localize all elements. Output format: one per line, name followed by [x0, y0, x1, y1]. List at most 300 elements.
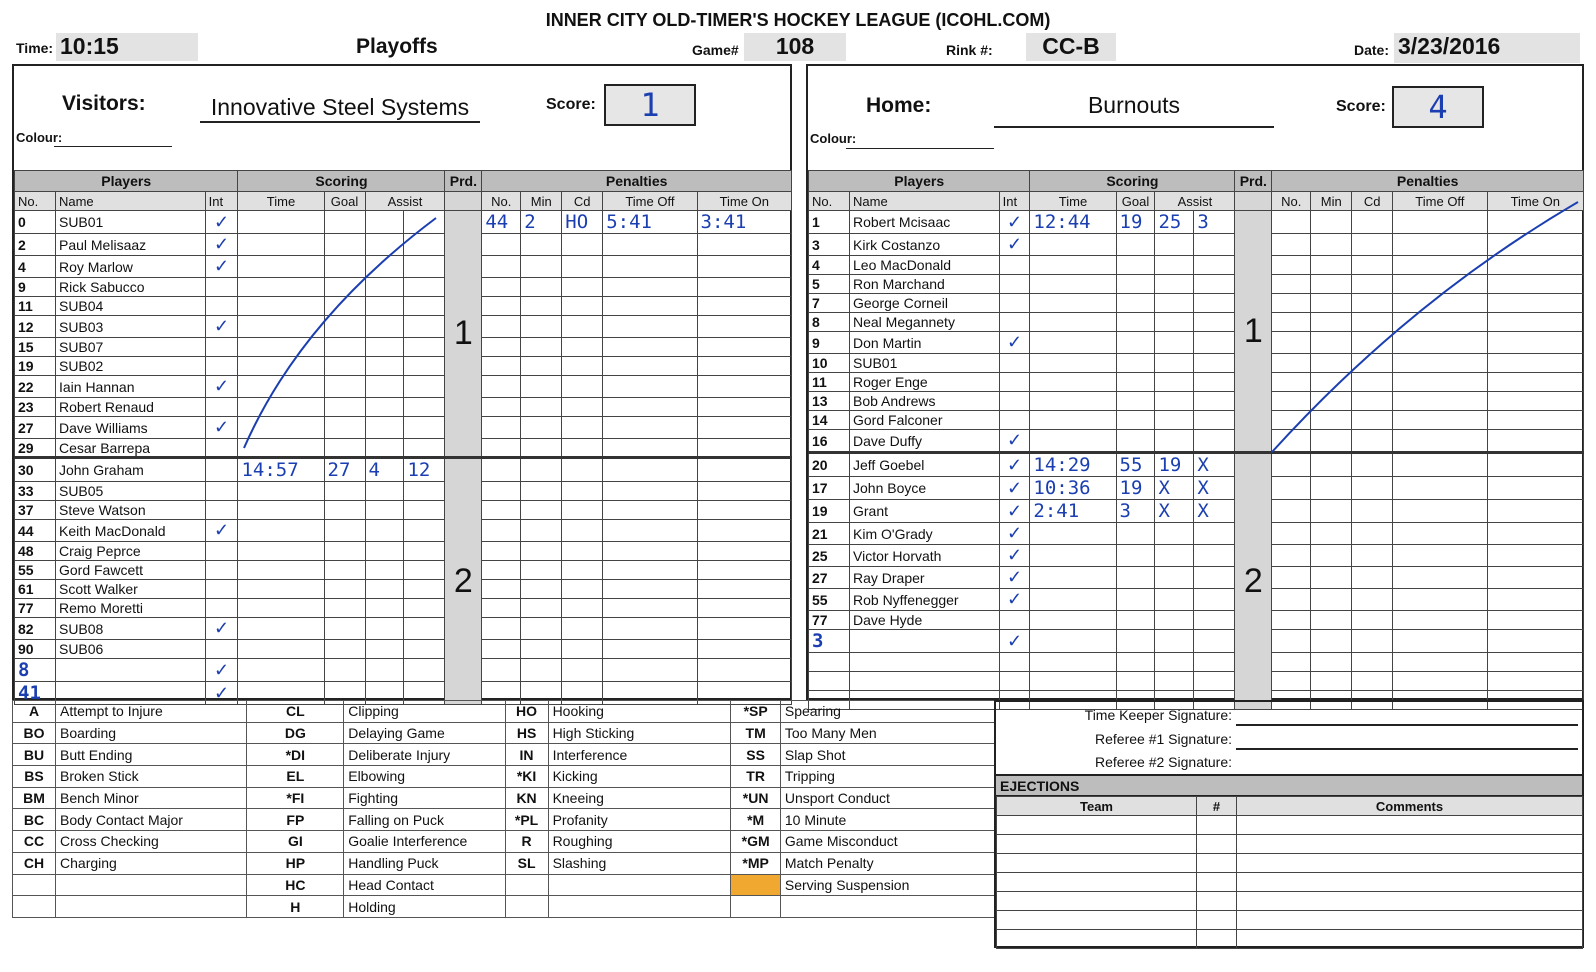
player-name: George Corneil: [850, 294, 1000, 313]
player-name: Roy Marlow: [55, 256, 205, 278]
penalty-description: Slashing: [548, 852, 731, 874]
scoring-time: 12:44: [1030, 211, 1116, 234]
player-name: SUB01: [850, 354, 1000, 373]
ejections-comments-header: Comments: [1237, 797, 1583, 816]
game-type: Playoffs: [356, 35, 438, 58]
player-name: SUB01: [55, 211, 205, 234]
scoring-assist1: 19: [1155, 453, 1194, 477]
ejection-cell: [1197, 835, 1237, 854]
time-on-col: Time On: [697, 192, 791, 211]
players-header: Players: [15, 171, 238, 192]
int-check: ✓: [999, 567, 1030, 589]
scoring-assist2: 3: [1194, 211, 1235, 234]
penalty-description: Cross Checking: [56, 831, 247, 853]
ejection-cell: [1197, 816, 1237, 835]
penalty-code: IN: [505, 744, 548, 766]
penalty-code: *PL: [505, 809, 548, 831]
penalty-description: Unsport Conduct: [780, 787, 995, 809]
penalty-description: High Sticking: [548, 722, 731, 744]
player-name: Dave Duffy: [850, 430, 1000, 453]
home-label: Home:: [866, 94, 932, 117]
penalty-code: GI: [247, 831, 344, 853]
penalty-code: *M: [731, 809, 780, 831]
player-name: SUB04: [55, 297, 205, 316]
visitors-colour-label: Colour:: [16, 130, 63, 145]
pen-no-col: No.: [482, 192, 521, 211]
penalty-code: TR: [731, 766, 780, 788]
player-number: 22: [15, 376, 56, 398]
int-col: Int: [999, 192, 1030, 211]
player-name: Gord Fawcett: [55, 561, 205, 580]
penalties-header: Penalties: [482, 171, 792, 192]
penalty-code: BM: [13, 787, 56, 809]
int-check: ✓: [999, 500, 1030, 523]
player-number: 12: [15, 316, 56, 338]
period-label: 1: [1235, 211, 1272, 453]
player-number: 90: [15, 640, 56, 659]
int-check: ✓: [999, 453, 1030, 477]
player-number: 7: [809, 294, 850, 313]
penalty-description: 10 Minute: [780, 809, 995, 831]
int-check: ✓: [205, 234, 238, 256]
scoring-goal: 27: [324, 458, 365, 482]
ejections-title: EJECTIONS: [996, 774, 1582, 796]
int-check: ✓: [999, 545, 1030, 567]
player-number: 41: [15, 682, 56, 705]
goal-col: Goal: [324, 192, 365, 211]
date-value: 3/23/2016: [1394, 33, 1580, 63]
player-number: 10: [809, 354, 850, 373]
penalty-code: EL: [247, 766, 344, 788]
int-check: ✓: [205, 618, 238, 640]
player-number: 44: [15, 520, 56, 542]
league-title: INNER CITY OLD-TIMER'S HOCKEY LEAGUE (ICOHL.COM): [545, 10, 1051, 30]
penalty-code: *DI: [247, 744, 344, 766]
scoring-goal: 19: [1116, 477, 1155, 500]
player-name: Dave Williams: [55, 417, 205, 439]
player-name: SUB06: [55, 640, 205, 659]
penalty-description: Tripping: [780, 766, 995, 788]
penalty-code: CC: [13, 831, 56, 853]
player-number: 55: [809, 589, 850, 611]
player-name: SUB03: [55, 316, 205, 338]
prd-header: Prd.: [1235, 171, 1272, 192]
assist-col: Assist: [1155, 192, 1235, 211]
home-period1-strike: [1272, 202, 1578, 452]
penalty-description: Goalie Interference: [344, 831, 505, 853]
penalty-description: Fighting: [344, 787, 505, 809]
player-name: Rick Sabucco: [55, 278, 205, 297]
no-col: No.: [15, 192, 56, 211]
int-check: ✓: [999, 589, 1030, 611]
period-label: 1: [445, 211, 482, 458]
player-name: Grant: [850, 500, 1000, 523]
goal-col: Goal: [1116, 192, 1155, 211]
player-number: 15: [15, 338, 56, 357]
player-number: 3: [809, 630, 850, 653]
player-name: SUB05: [55, 482, 205, 501]
penalty-code: BO: [13, 722, 56, 744]
int-check: ✓: [205, 659, 238, 682]
int-check: ✓: [999, 430, 1030, 453]
penalty-time-on: 3:41: [697, 211, 791, 234]
penalty-code: FP: [247, 809, 344, 831]
scoring-time: 2:41: [1030, 500, 1116, 523]
int-check: ✓: [205, 520, 238, 542]
player-name: Ray Draper: [850, 567, 1000, 589]
penalty-time-off: 5:41: [603, 211, 697, 234]
penalty-description: Game Misconduct: [780, 831, 995, 853]
player-number: 27: [809, 567, 850, 589]
time-col: Time: [1030, 192, 1116, 211]
player-name: Gord Falconer: [850, 411, 1000, 430]
ejection-row[interactable]: [997, 854, 1583, 873]
penalty-code: CL: [247, 701, 344, 723]
period-label: 2: [445, 458, 482, 705]
time-label: Time:: [16, 40, 54, 56]
ejection-cell: [1197, 930, 1237, 949]
int-col: Int: [205, 192, 238, 211]
player-name: Robert Renaud: [55, 398, 205, 417]
penalty-code: HP: [247, 852, 344, 874]
player-name: Keith MacDonald: [55, 520, 205, 542]
int-check: ✓: [999, 523, 1030, 545]
penalty-description: [780, 896, 995, 918]
player-name: Scott Walker: [55, 580, 205, 599]
ejection-row[interactable]: [997, 930, 1583, 949]
int-check: ✓: [999, 234, 1030, 256]
ejection-cell: [1237, 892, 1583, 911]
referee1-label: Referee #1 Signature:: [1095, 731, 1232, 747]
scoring-goal: 55: [1116, 453, 1155, 477]
player-number: 55: [15, 561, 56, 580]
players-header: Players: [809, 171, 1030, 192]
int-check: ✓: [205, 316, 238, 338]
player-name: Leo MacDonald: [850, 256, 1000, 275]
penalty-code: *UN: [731, 787, 780, 809]
penalty-code: HS: [505, 722, 548, 744]
penalty-description: Boarding: [56, 722, 247, 744]
penalty-description: Charging: [56, 852, 247, 874]
ejection-row[interactable]: [997, 835, 1583, 854]
rink-value: CC-B: [1026, 33, 1116, 61]
player-number: 19: [15, 357, 56, 376]
time-on-col: Time On: [1487, 192, 1583, 211]
scoring-assist1: 25: [1155, 211, 1194, 234]
scoring-assist2: X: [1194, 477, 1235, 500]
penalty-code: *MP: [731, 852, 780, 874]
ejection-cell: [997, 930, 1197, 949]
home-score-label: Score:: [1336, 98, 1386, 115]
player-name: Dave Hyde: [850, 611, 1000, 630]
penalty-code: R: [505, 831, 548, 853]
penalty-code: CH: [13, 852, 56, 874]
pen-no-col: No.: [1272, 192, 1311, 211]
scoring-assist2: X: [1194, 453, 1235, 477]
ejection-cell: [997, 892, 1197, 911]
penalty-description: [56, 874, 247, 896]
scoring-goal: 19: [1116, 211, 1155, 234]
penalty-code: [505, 896, 548, 918]
penalty-code: KN: [505, 787, 548, 809]
ejection-cell: [1237, 854, 1583, 873]
player-name: SUB08: [55, 618, 205, 640]
int-check: ✓: [205, 376, 238, 398]
penalty-description: Bench Minor: [56, 787, 247, 809]
player-name: Cesar Barrepa: [55, 439, 205, 458]
player-name: John Boyce: [850, 477, 1000, 500]
penalty-codes-table: [12, 700, 996, 918]
player-number: 37: [15, 501, 56, 520]
assist-col: Assist: [365, 192, 445, 211]
penalty-description: Kicking: [548, 766, 731, 788]
scoring-goal: 3: [1116, 500, 1155, 523]
player-name: Remo Moretti: [55, 599, 205, 618]
penalty-description: [56, 896, 247, 918]
ejection-cell: [1237, 930, 1583, 949]
player-number: 16: [809, 430, 850, 453]
name-col: Name: [850, 192, 1000, 211]
penalty-description: Hooking: [548, 701, 731, 723]
int-check: ✓: [999, 630, 1030, 653]
ejection-cell: [1237, 873, 1583, 892]
penalty-no: 44: [482, 211, 521, 234]
penalties-header: Penalties: [1272, 171, 1584, 192]
penalty-code: DG: [247, 722, 344, 744]
player-number: 48: [15, 542, 56, 561]
player-name: Victor Horvath: [850, 545, 1000, 567]
ejection-cell: [997, 835, 1197, 854]
player-number: 1: [809, 211, 850, 234]
player-number: 0: [15, 211, 56, 234]
date-label: Date:: [1354, 42, 1390, 58]
player-number: 8: [15, 659, 56, 682]
penalty-code: SS: [731, 744, 780, 766]
referee2-label: Referee #2 Signature:: [1095, 754, 1232, 770]
ejection-cell: [1197, 854, 1237, 873]
penalty-code: [13, 874, 56, 896]
penalty-code: [731, 896, 780, 918]
ejection-row[interactable]: [997, 873, 1583, 892]
penalty-description: Spearing: [780, 701, 995, 723]
penalty-code: [505, 874, 548, 896]
player-number: 4: [15, 256, 56, 278]
int-check: ✓: [205, 211, 238, 234]
penalty-code: BS: [13, 766, 56, 788]
ejection-row[interactable]: [997, 911, 1583, 930]
time-col: Time: [238, 192, 324, 211]
visitors-label: Visitors:: [62, 92, 146, 115]
player-number: 25: [809, 545, 850, 567]
player-number: 4: [809, 256, 850, 275]
penalty-cd: HO: [562, 211, 603, 234]
no-col: No.: [809, 192, 850, 211]
penalty-description: Serving Suspension: [780, 874, 995, 896]
penalty-description: Profanity: [548, 809, 731, 831]
penalty-description: Interference: [548, 744, 731, 766]
penalty-description: Deliberate Injury: [344, 744, 505, 766]
player-name: Ron Marchand: [850, 275, 1000, 294]
scoring-assist1: X: [1155, 500, 1194, 523]
time-value: 10:15: [56, 33, 198, 61]
penalty-description: Kneeing: [548, 787, 731, 809]
player-number: 11: [809, 373, 850, 392]
name-col: Name: [55, 192, 205, 211]
game-label: Game#: [692, 42, 739, 58]
penalty-description: Broken Stick: [56, 766, 247, 788]
player-number: 2: [15, 234, 56, 256]
penalty-code: BC: [13, 809, 56, 831]
ejections-team-header: Team: [997, 797, 1197, 816]
scoring-header: Scoring: [1030, 171, 1235, 192]
player-number: 14: [809, 411, 850, 430]
time-keeper-signature[interactable]: [1236, 724, 1578, 726]
penalty-code: *GM: [731, 831, 780, 853]
ejection-cell: [1197, 892, 1237, 911]
player-number: 77: [809, 611, 850, 630]
penalty-code: [731, 874, 780, 896]
ejection-cell: [997, 911, 1197, 930]
penalty-code: SL: [505, 852, 548, 874]
player-number: 9: [809, 332, 850, 354]
int-check: ✓: [205, 682, 238, 705]
player-number: 20: [809, 453, 850, 477]
player-number: 82: [15, 618, 56, 640]
scoring-assist1: X: [1155, 477, 1194, 500]
ejections-num-header: #: [1197, 797, 1237, 816]
ejection-cell: [1197, 873, 1237, 892]
penalty-code: *FI: [247, 787, 344, 809]
player-name: Paul Melisaaz: [55, 234, 205, 256]
penalty-description: Falling on Puck: [344, 809, 505, 831]
penalty-code: HO: [505, 701, 548, 723]
ejection-row[interactable]: [997, 816, 1583, 835]
cd-col: Cd: [1352, 192, 1393, 211]
ejection-cell: [1237, 835, 1583, 854]
cd-col: Cd: [562, 192, 603, 211]
player-number: 5: [809, 275, 850, 294]
scoring-assist1: 4: [365, 458, 404, 482]
penalty-description: Handling Puck: [344, 852, 505, 874]
penalty-description: Slap Shot: [780, 744, 995, 766]
player-name: Craig Peprce: [55, 542, 205, 561]
player-name: John Graham: [55, 458, 205, 482]
visitors-period1-strike: [244, 218, 436, 448]
player-number: 3: [809, 234, 850, 256]
player-number: 21: [809, 523, 850, 545]
penalty-description: Holding: [344, 896, 505, 918]
home-team: Burnouts: [994, 92, 1274, 128]
visitors-score: 1: [604, 84, 696, 126]
time-off-col: Time Off: [603, 192, 697, 211]
player-number: 9: [15, 278, 56, 297]
referee1-signature[interactable]: [1236, 748, 1578, 750]
penalty-description: Clipping: [344, 701, 505, 723]
penalty-description: Elbowing: [344, 766, 505, 788]
home-colour-label: Colour:: [810, 131, 857, 146]
penalty-description: [548, 874, 731, 896]
min-col: Min: [1311, 192, 1352, 211]
player-name: Roger Enge: [850, 373, 1000, 392]
penalty-description: Body Contact Major: [56, 809, 247, 831]
ejection-cell: [1237, 816, 1583, 835]
player-number: 77: [15, 599, 56, 618]
scoring-time: 14:29: [1030, 453, 1116, 477]
player-name: Bob Andrews: [850, 392, 1000, 411]
penalty-description: Roughing: [548, 831, 731, 853]
player-number: 17: [809, 477, 850, 500]
game-value: 108: [744, 33, 846, 61]
visitors-team: Innovative Steel Systems: [200, 94, 480, 123]
penalty-code: TM: [731, 722, 780, 744]
int-check: ✓: [999, 477, 1030, 500]
int-check: ✓: [999, 332, 1030, 354]
player-name: Neal Megannety: [850, 313, 1000, 332]
player-name: Kirk Costanzo: [850, 234, 1000, 256]
player-name: Jeff Goebel: [850, 453, 1000, 477]
player-name: SUB02: [55, 357, 205, 376]
int-check: ✓: [999, 211, 1030, 234]
player-name: Steve Watson: [55, 501, 205, 520]
player-number: 13: [809, 392, 850, 411]
penalty-description: [548, 896, 731, 918]
player-number: 61: [15, 580, 56, 599]
player-name: Iain Hannan: [55, 376, 205, 398]
min-col: Min: [521, 192, 562, 211]
ejection-cell: [1237, 911, 1583, 930]
player-name: Robert Mcisaac: [850, 211, 1000, 234]
ejection-cell: [997, 873, 1197, 892]
scoring-header: Scoring: [238, 171, 445, 192]
penalty-description: Match Penalty: [780, 852, 995, 874]
penalty-code: [13, 896, 56, 918]
player-name: Rob Nyffenegger: [850, 589, 1000, 611]
player-number: 27: [15, 417, 56, 439]
player-number: 23: [15, 398, 56, 417]
home-score: 4: [1392, 86, 1484, 128]
time-keeper-label: Time Keeper Signature:: [1084, 707, 1232, 723]
ejections-table: [996, 796, 1583, 949]
prd-header: Prd.: [445, 171, 482, 192]
scoring-assist2: X: [1194, 500, 1235, 523]
ejection-cell: [997, 854, 1197, 873]
scoring-assist2: 12: [404, 458, 445, 482]
visitors-score-label: Score:: [546, 96, 596, 113]
ejection-cell: [1197, 911, 1237, 930]
scoring-time: 14:57: [238, 458, 324, 482]
penalty-description: Head Contact: [344, 874, 505, 896]
int-check: ✓: [205, 256, 238, 278]
player-name: Don Martin: [850, 332, 1000, 354]
period-label: 2: [1235, 453, 1272, 710]
player-name: Kim O'Grady: [850, 523, 1000, 545]
penalty-description: Attempt to Injure: [56, 701, 247, 723]
penalty-code: A: [13, 701, 56, 723]
penalty-description: Butt Ending: [56, 744, 247, 766]
penalty-description: Delaying Game: [344, 722, 505, 744]
penalty-min: 2: [521, 211, 562, 234]
penalty-code: *KI: [505, 766, 548, 788]
ejection-row[interactable]: [997, 892, 1583, 911]
scoring-time: 10:36: [1030, 477, 1116, 500]
penalty-description: Too Many Men: [780, 722, 995, 744]
penalty-code: *SP: [731, 701, 780, 723]
player-number: 11: [15, 297, 56, 316]
penalty-code: BU: [13, 744, 56, 766]
penalty-code: H: [247, 896, 344, 918]
time-off-col: Time Off: [1393, 192, 1487, 211]
player-number: 8: [809, 313, 850, 332]
